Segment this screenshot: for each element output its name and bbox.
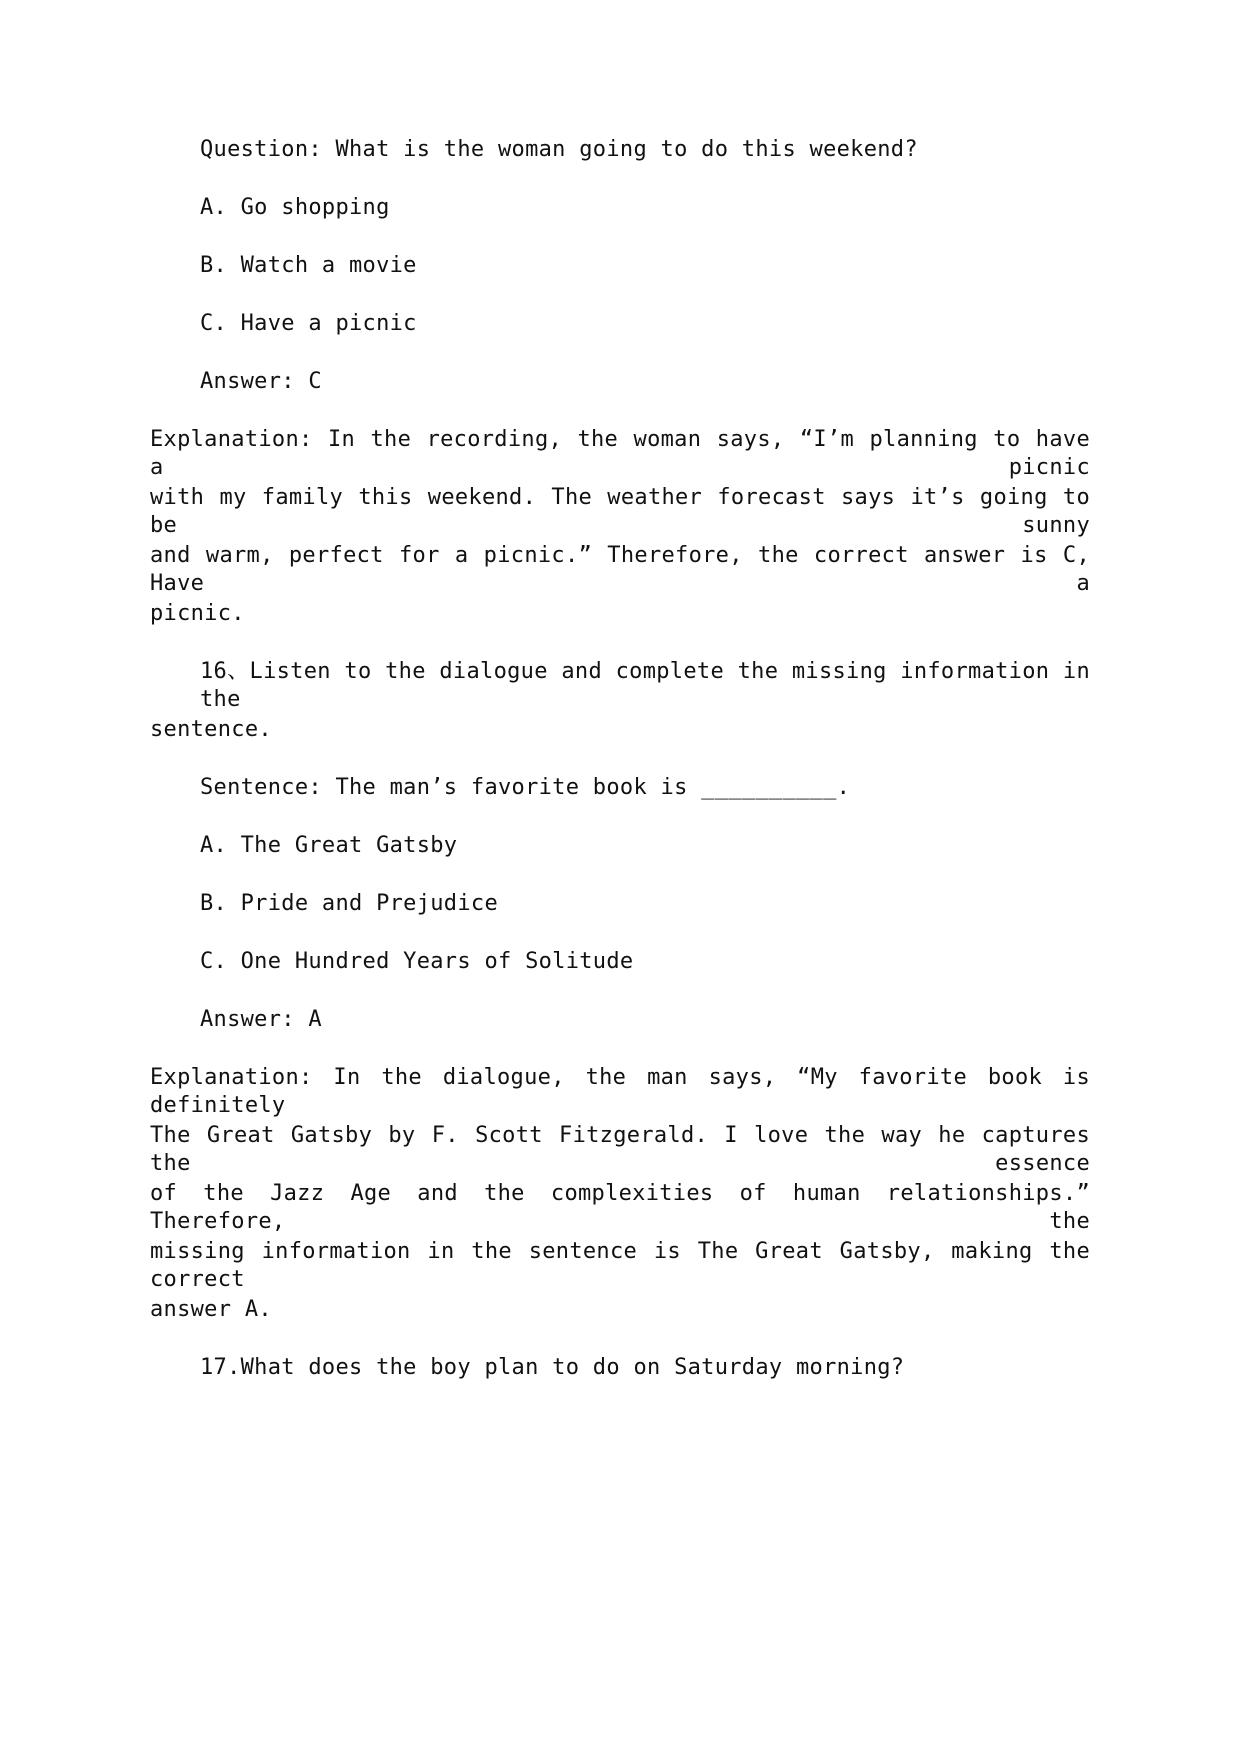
q16-option-a: A. The Great Gatsby	[200, 833, 458, 858]
q15-explanation-line: and warm, perfect for a picnic.” Therefore, the correct answer is C, Have a	[150, 543, 1090, 596]
q15-answer: Answer: C	[200, 369, 322, 394]
q15-explanation-line: picnic.	[150, 601, 245, 626]
q16-explanation-line: missing information in the sentence is The Great Gatsby, making the correct	[150, 1239, 1090, 1292]
q16-explanation-line: Explanation: In the dialogue, the man says, “My favorite book is definitely	[150, 1065, 1090, 1118]
q16-explanation-line: of the Jazz Age and the complexities of human relationships.” Therefore, the	[150, 1181, 1090, 1234]
q15-explanation-line: Explanation: In the recording, the woman says, “I’m planning to have a picnic	[150, 427, 1090, 480]
q17-question: 17.What does the boy plan to do on Saturday morning?	[200, 1355, 905, 1380]
q16-sentence: Sentence: The man’s favorite book is __________.	[200, 775, 851, 800]
q16-explanation-line: answer A.	[150, 1297, 272, 1322]
q15-explanation-line: with my family this weekend. The weather forecast says it’s going to be sunny	[150, 485, 1090, 538]
q15-option-a: A. Go shopping	[200, 195, 390, 220]
q15-option-b: B. Watch a movie	[200, 253, 417, 278]
q16-option-b: B. Pride and Prejudice	[200, 891, 498, 916]
q16-option-c: C. One Hundred Years of Solitude	[200, 949, 634, 974]
q15-question: Question: What is the woman going to do this weekend?	[200, 137, 918, 162]
q16-answer: Answer: A	[200, 1007, 322, 1032]
q16-prompt-line: 16、Listen to the dialogue and complete the missing information in the	[200, 659, 1090, 712]
q16-prompt-line: sentence.	[150, 717, 272, 742]
q15-option-c: C. Have a picnic	[200, 311, 417, 336]
q16-explanation-line: The Great Gatsby by F. Scott Fitzgerald. I love the way he captures the essence	[150, 1123, 1090, 1176]
